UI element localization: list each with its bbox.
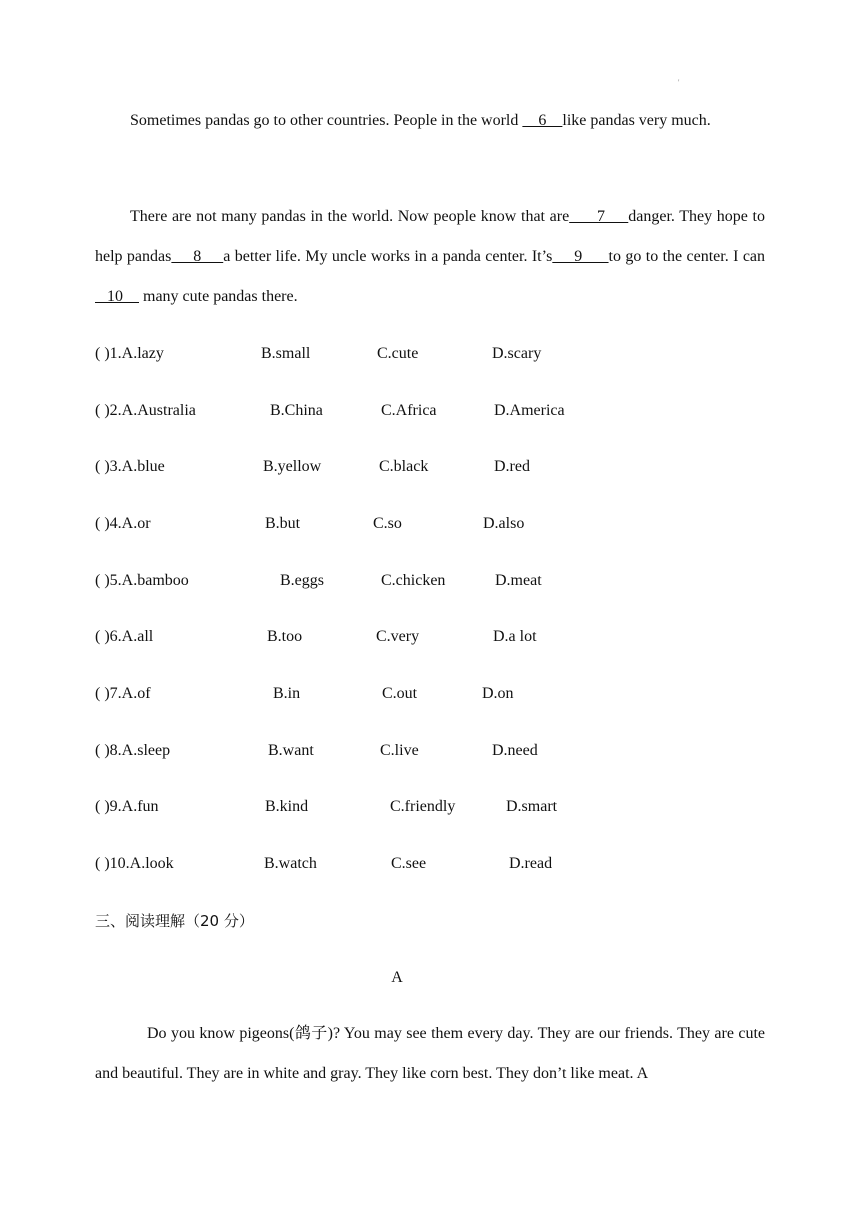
question-1-option-a: ( )1.A.lazy (95, 345, 164, 362)
question-5-option-a: ( )5.A.bamboo (95, 572, 189, 589)
cloze-paragraph-1 (95, 101, 765, 141)
question-8-option-a: ( )8.A.sleep (95, 742, 171, 759)
cloze-paragraph-2 (95, 197, 765, 317)
para1-text-b: like pandas very much. (562, 112, 711, 129)
reading-passage-a: Do you know pigeons(鸽子)? You may see them every day. They are our friends. They are cute and beautiful. They are in white and gray. They like corn best. They don’t like meat. A (95, 1025, 765, 1082)
question-7-option-c: C.out (382, 685, 418, 702)
question-2-option-d: D.America (494, 402, 565, 419)
question-4-option-a: ( )4.A.or (95, 515, 151, 532)
para2-text-d: to go to the center. I can (608, 248, 766, 265)
question-8-option-d: D.need (492, 742, 538, 759)
question-3-option-d: D.red (494, 458, 530, 475)
question-7-option-b: B.in (273, 685, 301, 702)
question-8-option-c: C.live (380, 742, 419, 759)
question-8-option-b: B.want (268, 742, 314, 759)
question-4-option-b: B.but (265, 515, 301, 532)
question-9-option-b: B.kind (265, 798, 309, 815)
question-7-option-d: D.on (482, 685, 514, 702)
question-2-option-a: ( )2.A.Australia (95, 402, 196, 419)
question-9-option-d: D.smart (506, 798, 558, 815)
question-1-option-c: C.cute (377, 345, 419, 362)
para1-text-a: Sometimes pandas go to other countries. People in the world (130, 112, 523, 129)
passage-label: A (391, 969, 403, 986)
question-10-option-c: C.see (391, 855, 427, 872)
question-7-option-a: ( )7.A.of (95, 685, 151, 702)
question-1-option-b: B.small (261, 345, 311, 362)
question-6-option-a: ( )6.A.all (95, 628, 154, 645)
para2-text-e: many cute pandas there. (139, 288, 298, 305)
blank-10: 10 (95, 288, 139, 305)
question-3-option-b: B.yellow (263, 458, 322, 475)
page-mark: ' (678, 78, 680, 87)
question-10-option-b: B.watch (264, 855, 317, 872)
question-6-option-c: C.very (376, 628, 420, 645)
question-4-option-d: D.also (483, 515, 525, 532)
question-3-option-c: C.black (379, 458, 429, 475)
question-4-option-c: C.so (373, 515, 402, 532)
para2-text-a: There are not many pandas in the world. Now people know that are (130, 208, 570, 225)
question-10-option-d: D.read (509, 855, 553, 872)
blank-6: 6 (522, 112, 563, 129)
question-2-option-b: B.China (270, 402, 323, 419)
section-title: 三、阅读理解（20 分） (95, 912, 254, 930)
blank-9: 9 (552, 248, 609, 265)
question-10-option-a: ( )10.A.look (95, 855, 174, 872)
question-3-option-a: ( )3.A.blue (95, 458, 165, 475)
question-2-option-c: C.Africa (381, 402, 437, 419)
blank-7: 7 (569, 208, 629, 225)
question-5-option-d: D.meat (495, 572, 542, 589)
blank-8: 8 (171, 248, 224, 265)
question-1-option-d: D.scary (492, 345, 542, 362)
question-9-option-a: ( )9.A.fun (95, 798, 159, 815)
question-5-option-c: C.chicken (381, 572, 446, 589)
question-6-option-b: B.too (267, 628, 303, 645)
question-6-option-d: D.a lot (493, 628, 537, 645)
question-9-option-c: C.friendly (390, 798, 456, 815)
para2-text-c: a better life. My uncle works in a panda center. It’s (223, 248, 553, 265)
para2-text-b: danger. They hope to help pandas (95, 208, 766, 265)
question-5-option-b: B.eggs (280, 572, 324, 589)
